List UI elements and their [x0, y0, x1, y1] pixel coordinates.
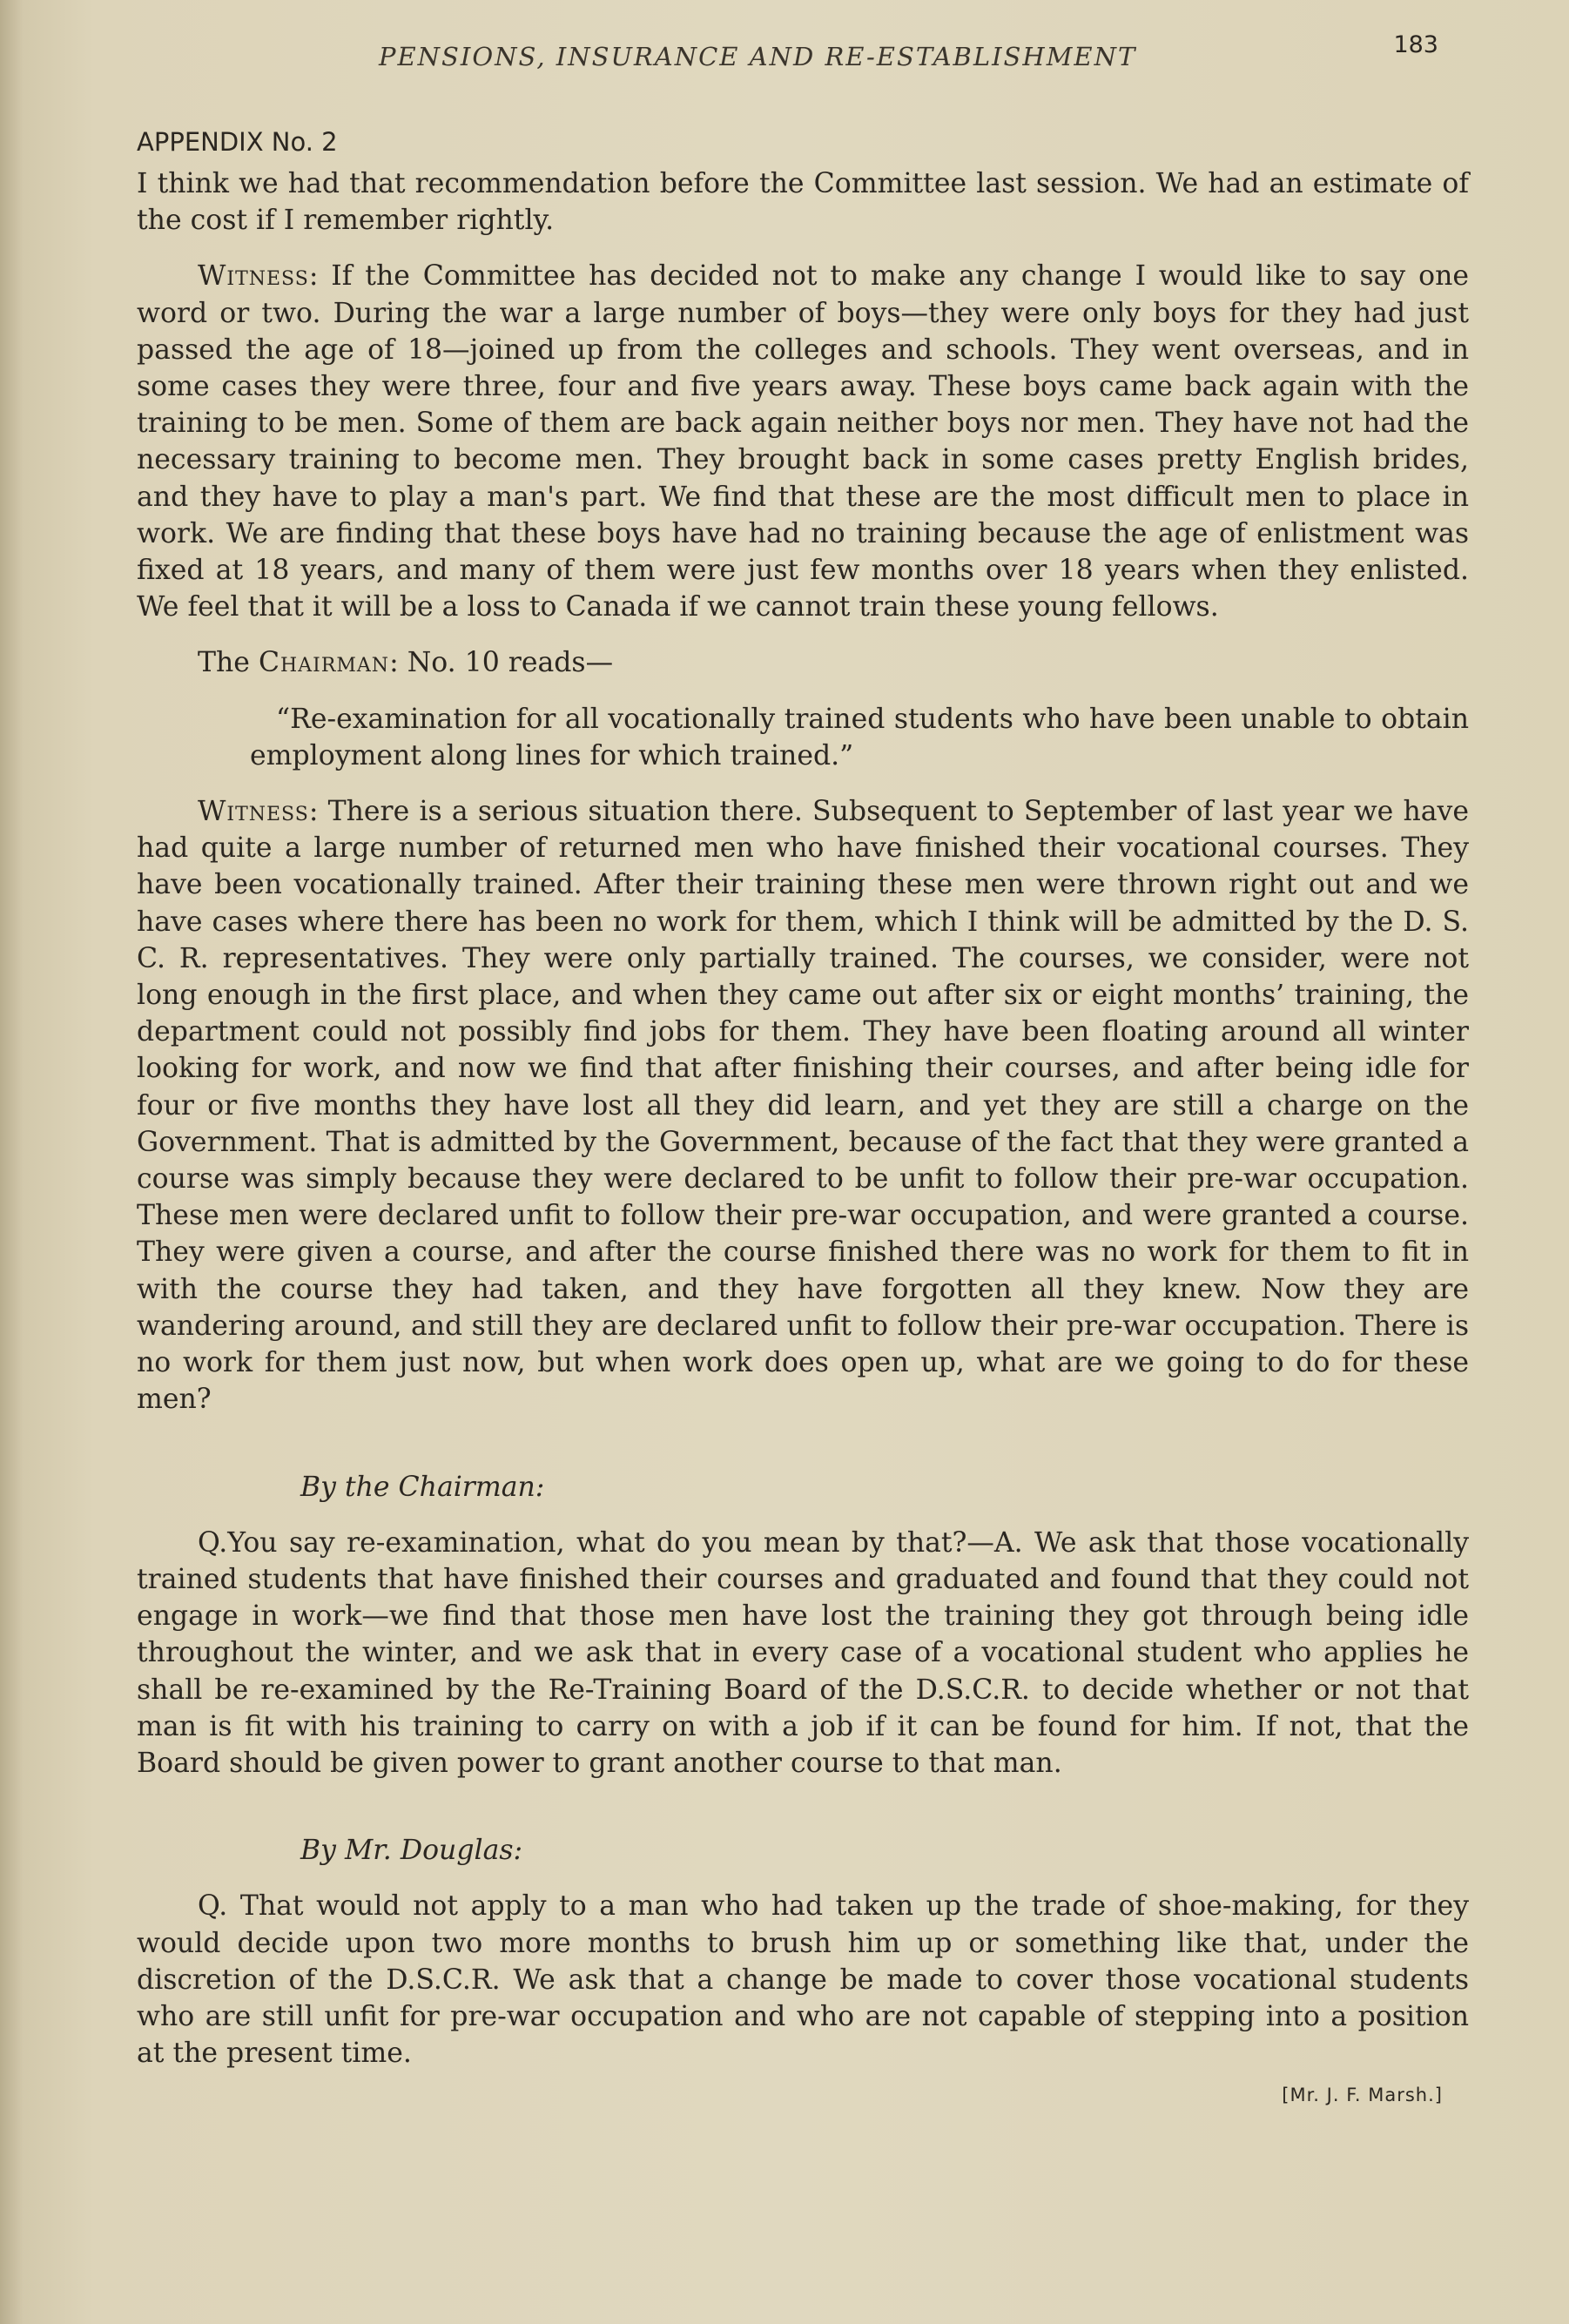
section-heading-chairman: By the Chairman:: [300, 1471, 545, 1503]
paragraph-text: : No. 10 reads—: [389, 647, 614, 679]
running-head: PENSIONS, INSURANCE AND RE-ESTABLISHMENT: [379, 42, 1137, 71]
paragraph-chairman: [137, 644, 1469, 681]
binding-gutter: [0, 0, 23, 2324]
paragraph-qa-2: Q. That would not apply to a man who had taken up the trade of shoe-making, for they would decide upon two more months to brush him up or something like that, under the discretion of the D.S.C.R. We ask that a change be made to cover those vocational students who are still unfit for pre-war occupation and who are not capable of stepping into a position at the present time.: [137, 1890, 1469, 2070]
page-number: 183: [1393, 31, 1438, 58]
page-header: [139, 31, 1438, 84]
paragraph-text: : If the Committee has decided not to make any change I would like to say one word or two. During the war a large number of boys—they were only boys for they had just passed the age of 18—joined up from the colleges and schools. They went overseas, and in some cases they were three, four and five years away. These boys came back again with the training to be men. Some of them are back again neither boys nor men. They have not had the necessary training to become men. They brought back in some cases pretty English brides, and they have to play a man's part. We find that these are the most difficult men to place in work. We are finding that these boys have had no training because the age of enlistment was fixed at 18 years, and many of them were just few months over 18 years when they enlisted. We feel that it will be a loss to Canada if we cannot train these young fellows.: [137, 260, 1469, 623]
speaker-prefix: The: [198, 647, 259, 679]
speaker-attribution: [Mr. J. F. Marsh.]: [1282, 2085, 1443, 2106]
paragraph-text: : There is a serious situation there. Subsequent to September of last year we have had quite a large number of returned men who have finished their vocational courses. They have been vocationally trained. After their training these men were thrown right out and we have cases where there has been no work for them, which I think will be admitted by the D. S. C. R. representatives. They were only partially trained. The courses, we consider, were not long enough in the first place, and when they came out after six or eight months’ training, the department could not possibly find jobs for them. They have been floating around all winter looking for work, and now we find that after finishing their courses, and after being idle for four or five months they have lost all they did learn, and yet they are still a charge on the Government. That is admitted by the Government, because of the fact that they were granted a course was simply because they were declared to be unfit to follow their pre-war occupation. These men were declared unfit to follow their pre-war occupation, and were granted a course. They were given a course, and after the course finished there was no work for them to fit in with the course they had taken, and they have forgotten all they knew. Now they are wandering around, and still they are declared unfit to follow their pre-war occupation. There is no work for them just now, but when work does open up, what are we going to do for these men?: [137, 796, 1469, 1416]
section-heading-douglas: By Mr. Douglas:: [300, 1835, 523, 1867]
paragraph-qa-1: Q.You say re-examination, what do you mean by that?—A. We ask that those vocationally trained students that have finished their courses and graduated and found that they could not engage in work—we find that those men have lost the training they got through being idle throughout the winter, and we ask that in every case of a vocational student who applies he shall be re-examined by the Re-Training Board of the D.S.C.R. to decide whether or not that man is fit with his training to carry on with a job if it can be found for him. If not, that the Board should be given power to grant another course to that man.: [137, 1526, 1469, 1779]
paragraph-witness-2: [137, 793, 1469, 1418]
speaker-witness: Witness: [198, 260, 309, 293]
speaker-chairman: Chairman: [258, 647, 390, 679]
paragraph-continuation: I think we had that recommendation before the Committee last session. We had an estimate of the cost if I remember rightly.: [137, 168, 1469, 237]
appendix-label: APPENDIX No. 2: [137, 127, 338, 157]
quoted-recommendation: “Re-examination for all vocationally trained students who have been unable to obtain employment along lines for which trained.”: [250, 703, 1469, 771]
body-text: [137, 165, 1469, 2114]
speaker-witness: Witness: [198, 796, 309, 828]
paragraph-witness-1: [137, 258, 1469, 625]
